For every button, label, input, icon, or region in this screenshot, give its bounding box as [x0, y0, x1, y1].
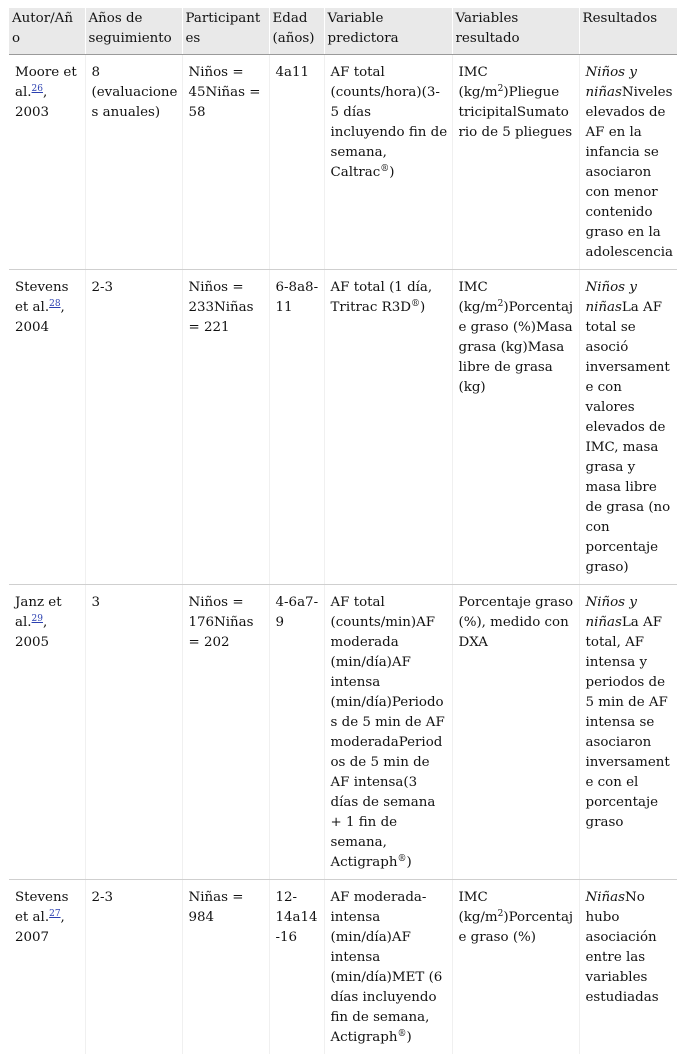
cell-participants: Niños = 45Niñas = 58 — [182, 55, 269, 270]
cell-author: Stevens et al.$^{28}$, 2004 — [9, 270, 85, 585]
cell-age: 6-8a8-11 — [269, 270, 324, 585]
cell-outcome: IMC $(kg/m^2)Pliegue$ tricipitalSumatorio de 5 pliegues — [452, 55, 579, 270]
cell-predictor: AF total (counts/hora)(3-5 días incluyendo fin de semana, Caltrac®) — [324, 55, 452, 270]
reference-link[interactable]: 29 — [32, 614, 43, 624]
cell-predictor: AF moderada-intensa (min/día)AF intensa (min/día)MET (6 días incluyendo fin de semana, Actigraph®) — [324, 880, 452, 1054]
cell-years: 2-3 — [85, 270, 182, 585]
cell-years: 3 — [85, 585, 182, 880]
cell-results: Niños y niñasNiveles elevados de AF en la infancia se asociaron con menor contenido graso en la adolescencia — [579, 55, 677, 270]
cell-results: Niños y niñasLa AF total, AF intensa y periodos de 5 min de AF intensa se asociaron inversamente con el porcentaje graso — [579, 585, 677, 880]
reference-link[interactable]: 27 — [49, 909, 60, 919]
cell-author: Moore et al.$^{26}$, 2003 — [9, 55, 85, 270]
cell-outcome: Porcentaje graso (%), medido con DXA — [452, 585, 579, 880]
table-row — [9, 585, 677, 880]
header-author-year: Autor/Año — [9, 8, 85, 55]
cell-results: NiñasNo hubo asociación entre las variables estudiadas — [579, 880, 677, 1054]
header-participants: Participantes — [182, 8, 269, 55]
table-row — [9, 270, 677, 585]
cell-years: 8 (evaluaciones anuales) — [85, 55, 182, 270]
cell-results: Niños y niñasLa AF total se asoció inversamente con valores elevados de IMC, masa grasa y masa libre de grasa (no con porcentaje graso) — [579, 270, 677, 585]
cell-predictor: AF total (1 día, Tritrac R3D®) — [324, 270, 452, 585]
reference-link[interactable]: 26 — [32, 84, 43, 94]
studies-table — [9, 8, 677, 1054]
cell-participants: Niñas = 984 — [182, 880, 269, 1054]
cell-participants: Niños = 176Niñas = 202 — [182, 585, 269, 880]
table-row — [9, 55, 677, 270]
cell-outcome: IMC $(kg/m^2)Porcentaje$ graso (%)Masa grasa (kg)Masa libre de grasa (kg) — [452, 270, 579, 585]
table-row — [9, 880, 677, 1054]
reference-link[interactable]: 28 — [49, 299, 60, 309]
header-follow-up-years: Años de seguimiento — [85, 8, 182, 55]
cell-author: Stevens et al.$^{27}$, 2007 — [9, 880, 85, 1054]
header-results: Resultados — [579, 8, 677, 55]
header-predictor-variable: Variable predictora — [324, 8, 452, 55]
table-header-row — [9, 8, 677, 55]
cell-outcome: IMC $(kg/m^2)Porcentaje$ graso (%) — [452, 880, 579, 1054]
header-age: Edad (años) — [269, 8, 324, 55]
cell-age: 12-14a14-16 — [269, 880, 324, 1054]
cell-years: 2-3 — [85, 880, 182, 1054]
cell-predictor: AF total (counts/min)AF moderada (min/día)AF intensa (min/día)Periodos de 5 min de AF moderadaPeriodos de 5 min de AF intensa(3 días de semana + 1 fin de semana, Actigraph®) — [324, 585, 452, 880]
cell-age: 4-6a7-9 — [269, 585, 324, 880]
cell-participants: Niños = 233Niñas = 221 — [182, 270, 269, 585]
cell-age: 4a11 — [269, 55, 324, 270]
header-outcome-variables: Variables resultado — [452, 8, 579, 55]
cell-author: Janz et al.$^{29}$, 2005 — [9, 585, 85, 880]
